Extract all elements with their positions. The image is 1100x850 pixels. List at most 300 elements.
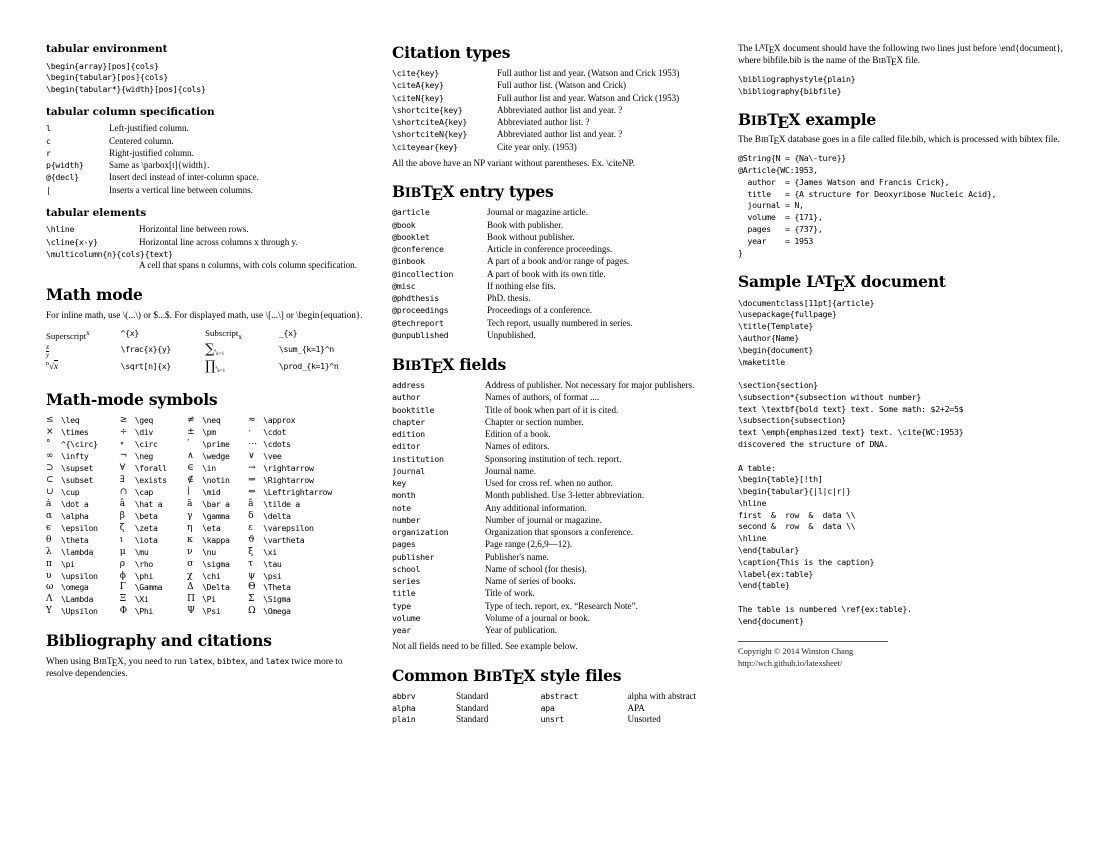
math-symbol-glyph: ≥ — [119, 414, 128, 425]
math-symbol-command: \eta — [202, 522, 221, 533]
math-symbol-command: \gamma — [202, 510, 230, 521]
table-row — [392, 269, 712, 281]
bibtex-intro-text-2: database goes in a file called file.bib, which is processed with bibtex file. — [785, 135, 1060, 146]
math-symbol-command: \omega — [61, 582, 89, 593]
code-line: \subsection*{subsection without number} — [738, 391, 922, 402]
entry-desc: Title of work. — [485, 588, 535, 599]
math-symbol-glyph: υ — [46, 570, 52, 581]
table-row — [392, 441, 712, 453]
entry-key: @article — [392, 207, 430, 218]
table-row — [392, 244, 712, 256]
frac-symbol: $\frac{x}{y}$ — [46, 342, 50, 359]
math-symbol-command: \iota — [134, 534, 158, 545]
table-row — [392, 281, 712, 293]
entry-key: \shortciteN{key} — [392, 129, 468, 140]
cmd-latex-2: latex — [265, 656, 290, 667]
table-row — [392, 703, 712, 715]
math-symbol-row — [46, 606, 366, 618]
entry-desc: Journal name. — [485, 465, 537, 476]
table-row — [392, 207, 712, 219]
bibtex-logo: BIBTEX — [872, 55, 904, 68]
footer — [738, 641, 1068, 669]
math-symbol-command: \neq — [202, 414, 221, 425]
bib-intro-paragraph — [738, 44, 1068, 68]
math-symbol-glyph: ã — [248, 498, 254, 509]
bib-text-4: twice more to resolve dependencies. — [46, 657, 343, 680]
table-row — [46, 260, 366, 272]
table-row — [392, 552, 712, 564]
bibtex-example-intro — [738, 135, 1068, 147]
code-line: @Article{WC:1953, — [738, 165, 818, 176]
bibliography-intro: When using BIBTEX, you need to run latex, bibtex, and latex twice more to resolve dependencies. — [46, 656, 343, 680]
math-symbol-command: \delta — [263, 510, 291, 521]
middle-column — [392, 44, 712, 820]
math-symbol-row — [46, 427, 366, 439]
table-row — [392, 380, 712, 392]
math-symbol-glyph: ∪ — [46, 486, 54, 497]
subscript-cmd: _{x} — [278, 328, 298, 339]
entry-desc: Volume of a journal or book. — [485, 612, 590, 623]
math-symbol-glyph: ϵ — [46, 522, 52, 533]
code-line — [738, 368, 1068, 380]
entry-key: address — [392, 380, 425, 391]
math-symbol-glyph: η — [187, 522, 193, 533]
math-mode-intro: For inline math, use \(...\) or $...$. For displayed math, use \[...\] or \begin{equation}. — [46, 310, 363, 321]
table-row — [46, 136, 366, 148]
math-symbol-glyph: ∃ — [119, 474, 125, 485]
tabular-environment-code — [46, 61, 366, 96]
math-symbol-command: \circ — [134, 438, 158, 449]
entry-key: note — [392, 502, 411, 513]
entry-key: @misc — [392, 280, 416, 291]
prod-symbol: ∏ⁿ$_{k=1}$ — [205, 359, 226, 375]
table-row — [392, 93, 712, 105]
math-symbol-command: \wedge — [202, 450, 230, 461]
math-symbol-glyph: δ — [248, 510, 254, 521]
math-symbol-command: \theta — [61, 534, 89, 545]
entry-desc: Tech report, usually numbered in series. — [487, 317, 633, 328]
code-line — [738, 592, 1068, 604]
entry-key: school — [392, 563, 421, 574]
math-symbol-glyph: ∩ — [119, 486, 128, 497]
math-symbol-glyph: Δ — [187, 582, 194, 593]
entry-desc: Abbreviated author list. ? — [497, 117, 590, 128]
math-symbol-command: \Delta — [202, 582, 230, 593]
entry-key: \shortciteA{key} — [392, 117, 468, 128]
math-symbol-glyph: ξ — [248, 546, 254, 557]
entry-desc: Book without publisher. — [487, 231, 575, 242]
math-symbol-glyph: ∘ — [119, 438, 125, 449]
math-symbol-row — [46, 463, 366, 475]
bibtex-logo: BIBTEX — [754, 135, 786, 148]
sample-document-code — [738, 298, 1068, 628]
math-symbol-row — [46, 547, 366, 559]
math-symbol-command: \phi — [134, 570, 154, 581]
bibtex-logo: BIBTEX — [392, 355, 455, 378]
math-symbol-glyph: β — [119, 510, 125, 521]
math-symbol-glyph: ε — [248, 522, 253, 533]
entry-desc: Cite year only. (1953) — [497, 141, 577, 152]
sum-symbol: ∑ⁿ$_{k=1}$ — [205, 341, 225, 357]
entry-types-suffix: entry types — [454, 182, 554, 202]
entry-key: @conference — [392, 244, 444, 255]
math-symbol-glyph: Θ — [248, 582, 256, 593]
entry-key: year — [392, 625, 411, 636]
bib-text-2: , you need to run — [123, 657, 189, 668]
code-line: text \textbf{bold text} text. Some math: $2+2=5$ — [738, 403, 964, 414]
entry-key: publisher — [392, 551, 435, 562]
math-symbol-glyph: ρ — [119, 558, 125, 569]
entry-desc: Proceedings of a conference. — [487, 305, 593, 316]
math-symbol-glyph: ϑ — [248, 534, 255, 545]
math-symbol-command: \bar a — [202, 498, 230, 509]
entry-desc: Year of publication. — [485, 625, 558, 636]
math-symbol-row — [46, 594, 366, 606]
math-symbol-command: \varepsilon — [263, 522, 314, 533]
math-symbol-command: \pm — [202, 426, 216, 437]
math-symbol-glyph: σ — [187, 558, 194, 569]
code-line: \bibliography{bibfile} — [738, 85, 842, 96]
style-files-suffix: style files — [535, 665, 622, 685]
code-line: first & row & data \\ — [738, 509, 856, 520]
math-symbol-glyph: ° — [46, 438, 51, 449]
subscript-label: Subscript$_x$ — [205, 328, 242, 342]
spec-desc: Right-justified column. — [109, 147, 194, 158]
code-line — [738, 451, 1068, 463]
math-symbol-command: \div — [134, 426, 154, 437]
code-line: \maketitle — [738, 356, 785, 367]
fields-suffix: fields — [454, 355, 507, 375]
table-row — [46, 172, 366, 184]
heading-bibliography-citations: Bibliography and citations — [46, 631, 272, 651]
math-symbol-command: \lambda — [61, 546, 94, 557]
heading-math-mode: Math mode — [46, 285, 143, 305]
code-line: author = {James Watson and Francis Crick}, — [738, 176, 950, 187]
math-symbol-row — [46, 582, 366, 594]
math-symbol-command: \Rightarrow — [263, 474, 314, 485]
bibtex-intro-text-1: The — [738, 135, 755, 146]
style-value: Standard — [456, 702, 489, 713]
math-symbol-glyph: ∧ — [187, 450, 194, 461]
math-symbol-glyph: γ — [187, 510, 193, 521]
code-line: text \emph{emphasized text} text. \cite{WC:1953} — [738, 427, 964, 438]
column-container — [46, 42, 1063, 820]
table-row — [46, 123, 366, 135]
entry-key: \citeyear{key} — [392, 141, 458, 152]
entry-desc: Article in conference proceedings. — [487, 244, 613, 255]
heading-math-symbols: Math-mode symbols — [46, 389, 218, 409]
bibtex-example-code — [738, 153, 1068, 259]
math-symbol-glyph: ν — [187, 546, 193, 557]
element-key: \hline — [46, 224, 75, 235]
code-line: journal = N, — [738, 200, 804, 211]
math-symbol-glyph: Ω — [248, 606, 256, 617]
math-symbol-command: \Phi — [134, 606, 154, 617]
table-row — [392, 539, 712, 551]
footer-rule — [738, 641, 888, 642]
code-line: year = 1953 — [738, 235, 814, 246]
entry-key: @techreport — [392, 317, 444, 328]
code-line: discovered the structure of DNA. — [738, 438, 889, 449]
math-symbol-glyph: ⇔ — [248, 486, 256, 497]
math-symbol-glyph: ∨ — [248, 450, 255, 461]
entry-desc: Journal or magazine article. — [487, 207, 588, 218]
math-symbol-command: \subset — [61, 474, 94, 485]
code-line: pages = {737}, — [738, 223, 823, 234]
style-key: unsrt — [540, 714, 564, 725]
citation-note: All the above have an NP variant without parentheses. Ex. \citeNP. — [392, 157, 635, 168]
table-row — [392, 478, 712, 490]
bibtex-logo: BIBTEX — [392, 182, 455, 205]
math-symbol-command: \hat a — [134, 498, 163, 509]
entry-desc: Type of tech. report, ex. “Research Note”. — [485, 600, 638, 611]
math-symbol-command: \tilde a — [263, 498, 300, 509]
footer-url[interactable]: http://wch.github.io/latexsheet/ — [738, 658, 843, 668]
spec-desc: Inserts a vertical line between columns. — [109, 184, 253, 195]
math-symbol-glyph: ȧ — [46, 498, 52, 509]
math-symbol-command: \supset — [61, 462, 94, 473]
table-row — [392, 625, 712, 637]
math-symbol-glyph: Ξ — [119, 594, 127, 605]
cmd-bibtex: bibtex — [217, 656, 246, 667]
entry-desc: Abbreviated author list and year. ? — [497, 129, 623, 140]
copyright-text: Copyright © 2014 Winston Chang — [738, 647, 854, 657]
element-desc: A cell that spans n columns, with cols column specification. — [139, 260, 357, 271]
heading-bibtex-example — [738, 110, 1068, 133]
table-row — [392, 503, 712, 515]
table-row — [392, 466, 712, 478]
math-symbol-command: \vee — [263, 450, 282, 461]
entry-desc: Abbreviated author list and year. ? — [497, 104, 623, 115]
spec-key: r — [46, 147, 51, 158]
math-symbol-glyph: ∈ — [187, 462, 194, 473]
math-symbol-glyph: ⋯ — [248, 438, 258, 449]
frac-cmd: \frac{x}{y} — [120, 343, 171, 354]
math-symbol-command: \times — [61, 426, 89, 437]
entry-key: author — [392, 392, 421, 403]
code-line: \label{ex:table} — [738, 568, 814, 579]
style-value: Standard — [456, 714, 489, 725]
entry-key: series — [392, 576, 421, 587]
math-symbol-command: \prime — [202, 438, 230, 449]
entry-desc: Unpublished. — [487, 329, 536, 340]
math-symbol-glyph: ∀ — [119, 462, 126, 473]
code-line: volume = {171}, — [738, 212, 823, 223]
style-value: alpha with abstract — [627, 690, 697, 701]
entry-key: pages — [392, 539, 416, 550]
cmd-latex: latex — [188, 656, 213, 667]
entry-key: \citeN{key} — [392, 92, 444, 103]
style-key: alpha — [392, 702, 416, 713]
math-symbol-glyph: π — [46, 558, 52, 569]
sqrt-cmd: \sqrt[n]{x} — [120, 361, 171, 372]
style-value: APA — [627, 702, 645, 713]
entry-desc: Publisher's name. — [485, 551, 549, 562]
math-symbol-command: \notin — [202, 474, 230, 485]
entry-desc: Names of authors, of format .... — [485, 392, 600, 403]
math-symbol-command: \Sigma — [263, 594, 291, 605]
spec-key: @{decl} — [46, 172, 79, 183]
table-row — [392, 576, 712, 588]
entry-key: @inbook — [392, 256, 425, 267]
spec-desc: Insert decl instead of inter-column space. — [109, 172, 259, 183]
math-symbol-command: \cdots — [263, 438, 291, 449]
entry-desc: Used for cross ref. when no author. — [485, 478, 613, 489]
bibliography-commands-code — [738, 74, 1068, 98]
math-symbol-glyph: Γ — [119, 582, 126, 593]
entry-key: @incollection — [392, 268, 454, 279]
entry-desc: A part of book with its own title. — [487, 268, 606, 279]
math-symbol-glyph: ⊃ — [46, 462, 54, 473]
math-symbol-glyph: ϕ — [119, 570, 126, 581]
bib-text-3: , and — [245, 657, 266, 668]
bib-text-1: When using — [46, 657, 93, 668]
table-row — [392, 405, 712, 417]
entry-desc: PhD. thesis. — [487, 293, 531, 304]
entry-key: key — [392, 478, 407, 489]
code-line: The table is numbered \ref{ex:table}. — [738, 603, 912, 614]
entry-desc: Full author list and year. (Watson and Crick 1953) — [497, 68, 680, 79]
prod-cmd: \prod_{k=1}^n — [278, 361, 339, 372]
math-symbol-row — [46, 523, 366, 535]
math-symbol-glyph: ⋅ — [248, 426, 252, 437]
bibtex-example-suffix: example — [800, 110, 877, 130]
math-symbol-glyph: λ — [46, 546, 52, 557]
math-symbol-glyph: Φ — [119, 606, 128, 617]
math-symbol-command: \chi — [202, 570, 221, 581]
math-symbol-row — [46, 487, 366, 499]
entry-key: chapter — [392, 416, 425, 427]
entry-key: editor — [392, 441, 421, 452]
fields-note: Not all fields need to be filled. See example below. — [392, 641, 578, 652]
entry-key: journal — [392, 465, 425, 476]
math-symbol-row — [46, 475, 366, 487]
spec-key: | — [46, 184, 51, 195]
code-line: \begin{tabular*}{width}[pos]{cols} — [46, 84, 206, 95]
math-symbol-glyph: ± — [187, 426, 195, 437]
math-symbol-command: \tau — [263, 558, 282, 569]
math-symbol-glyph: → — [248, 462, 256, 473]
heading-bibtex-fields — [392, 355, 712, 378]
code-line: second & row & data \\ — [738, 521, 856, 532]
table-row — [392, 714, 712, 726]
math-symbol-command: \mu — [134, 546, 149, 557]
math-symbol-row — [46, 571, 366, 583]
latex-logo: $L^ATEX$ — [754, 42, 781, 56]
entry-desc: Full author list. (Watson and Crick) — [497, 80, 627, 91]
entry-key: organization — [392, 527, 449, 538]
math-symbol-glyph: ⇒ — [248, 474, 256, 485]
code-line: \author{Name} — [738, 332, 800, 343]
tabular-elements-table — [46, 224, 366, 272]
math-symbol-command: \Psi — [202, 606, 221, 617]
table-row — [392, 454, 712, 466]
tabular-column-spec-table — [46, 123, 366, 197]
table-row — [392, 68, 712, 80]
math-symbol-command: \leq — [61, 414, 80, 425]
math-symbol-command: \Gamma — [134, 582, 163, 593]
code-line: \section{section} — [738, 380, 818, 391]
math-symbol-glyph: ≤ — [46, 414, 54, 425]
table-row — [392, 142, 712, 154]
math-symbol-glyph: ≈ — [248, 414, 256, 425]
table-row — [392, 105, 712, 117]
code-line: \usepackage{fullpage} — [738, 309, 837, 320]
table-row — [392, 515, 712, 527]
math-symbol-command: \upsilon — [61, 570, 98, 581]
math-symbol-glyph: × — [46, 426, 54, 437]
math-symbol-glyph: Υ — [46, 606, 52, 617]
math-symbol-glyph: ≠ — [187, 414, 195, 425]
entry-desc: Chapter or section number. — [485, 416, 584, 427]
math-symbol-command: \in — [202, 462, 216, 473]
math-symbol-command: \cup — [61, 486, 80, 497]
entry-desc: Page range (2,6,9—12). — [485, 539, 573, 550]
math-symbol-command: \Pi — [202, 594, 216, 605]
math-symbol-command: \Upsilon — [61, 606, 98, 617]
table-row — [392, 588, 712, 600]
math-symbol-command: \alpha — [61, 510, 89, 521]
code-line: A table: — [738, 462, 776, 473]
table-row — [392, 117, 712, 129]
math-symbol-glyph: Λ — [46, 594, 53, 605]
code-line: } — [738, 247, 743, 258]
math-symbol-row — [46, 415, 366, 427]
entry-key: \shortcite{key} — [392, 104, 463, 115]
spec-key: p{width} — [46, 160, 84, 171]
code-line: \begin{tabular}[pos]{cols} — [46, 72, 169, 83]
math-symbol-row — [46, 451, 366, 463]
table-row — [46, 237, 366, 249]
math-symbol-command: \rho — [134, 558, 154, 569]
table-row — [392, 293, 712, 305]
table-row — [46, 148, 366, 160]
spec-desc: Same as \parbox[t]{width}. — [109, 160, 210, 171]
entry-key: @phdthesis — [392, 293, 439, 304]
bib-intro-text-3: file. — [903, 55, 921, 66]
entry-key: type — [392, 600, 411, 611]
entry-desc: A part of a book and/or range of pages. — [487, 256, 630, 267]
heading-style-files — [392, 665, 712, 688]
table-row — [392, 129, 712, 141]
element-key-blank — [46, 260, 139, 272]
math-symbol-glyph: α — [46, 510, 53, 521]
code-line: title = {A structure for Deoxyribose Nucleic Acid}, — [738, 188, 997, 199]
entry-desc: Organization that sponsors a conference. — [485, 527, 634, 538]
math-symbol-glyph: ∣ — [187, 486, 190, 497]
entry-types-table — [392, 207, 712, 342]
code-line: \end{document} — [738, 615, 804, 626]
entry-desc: Name of series of books. — [485, 576, 576, 587]
sqrt-symbol: $^n$√x — [46, 361, 58, 372]
spec-desc: Centered column. — [109, 135, 174, 146]
table-row — [392, 564, 712, 576]
entry-desc: Edition of a book. — [485, 429, 551, 440]
bibtex-logo: BIBTEX — [473, 665, 536, 688]
math-symbol-row — [46, 499, 366, 511]
right-column — [738, 44, 1068, 820]
bibtex-fields-table — [392, 380, 712, 637]
entry-desc: Name of school (for thesis). — [485, 563, 587, 574]
code-line: \title{Template} — [738, 321, 814, 332]
math-symbol-glyph: Σ — [248, 594, 255, 605]
math-symbol-glyph: Ψ — [187, 606, 195, 617]
code-line: \subsection{subsection} — [738, 415, 846, 426]
entry-desc: Sponsoring institution of tech. report. — [485, 453, 622, 464]
table-row — [392, 256, 712, 268]
heading-tabular-elements: tabular elements — [46, 206, 147, 219]
sample-doc-suffix: document — [855, 272, 946, 292]
